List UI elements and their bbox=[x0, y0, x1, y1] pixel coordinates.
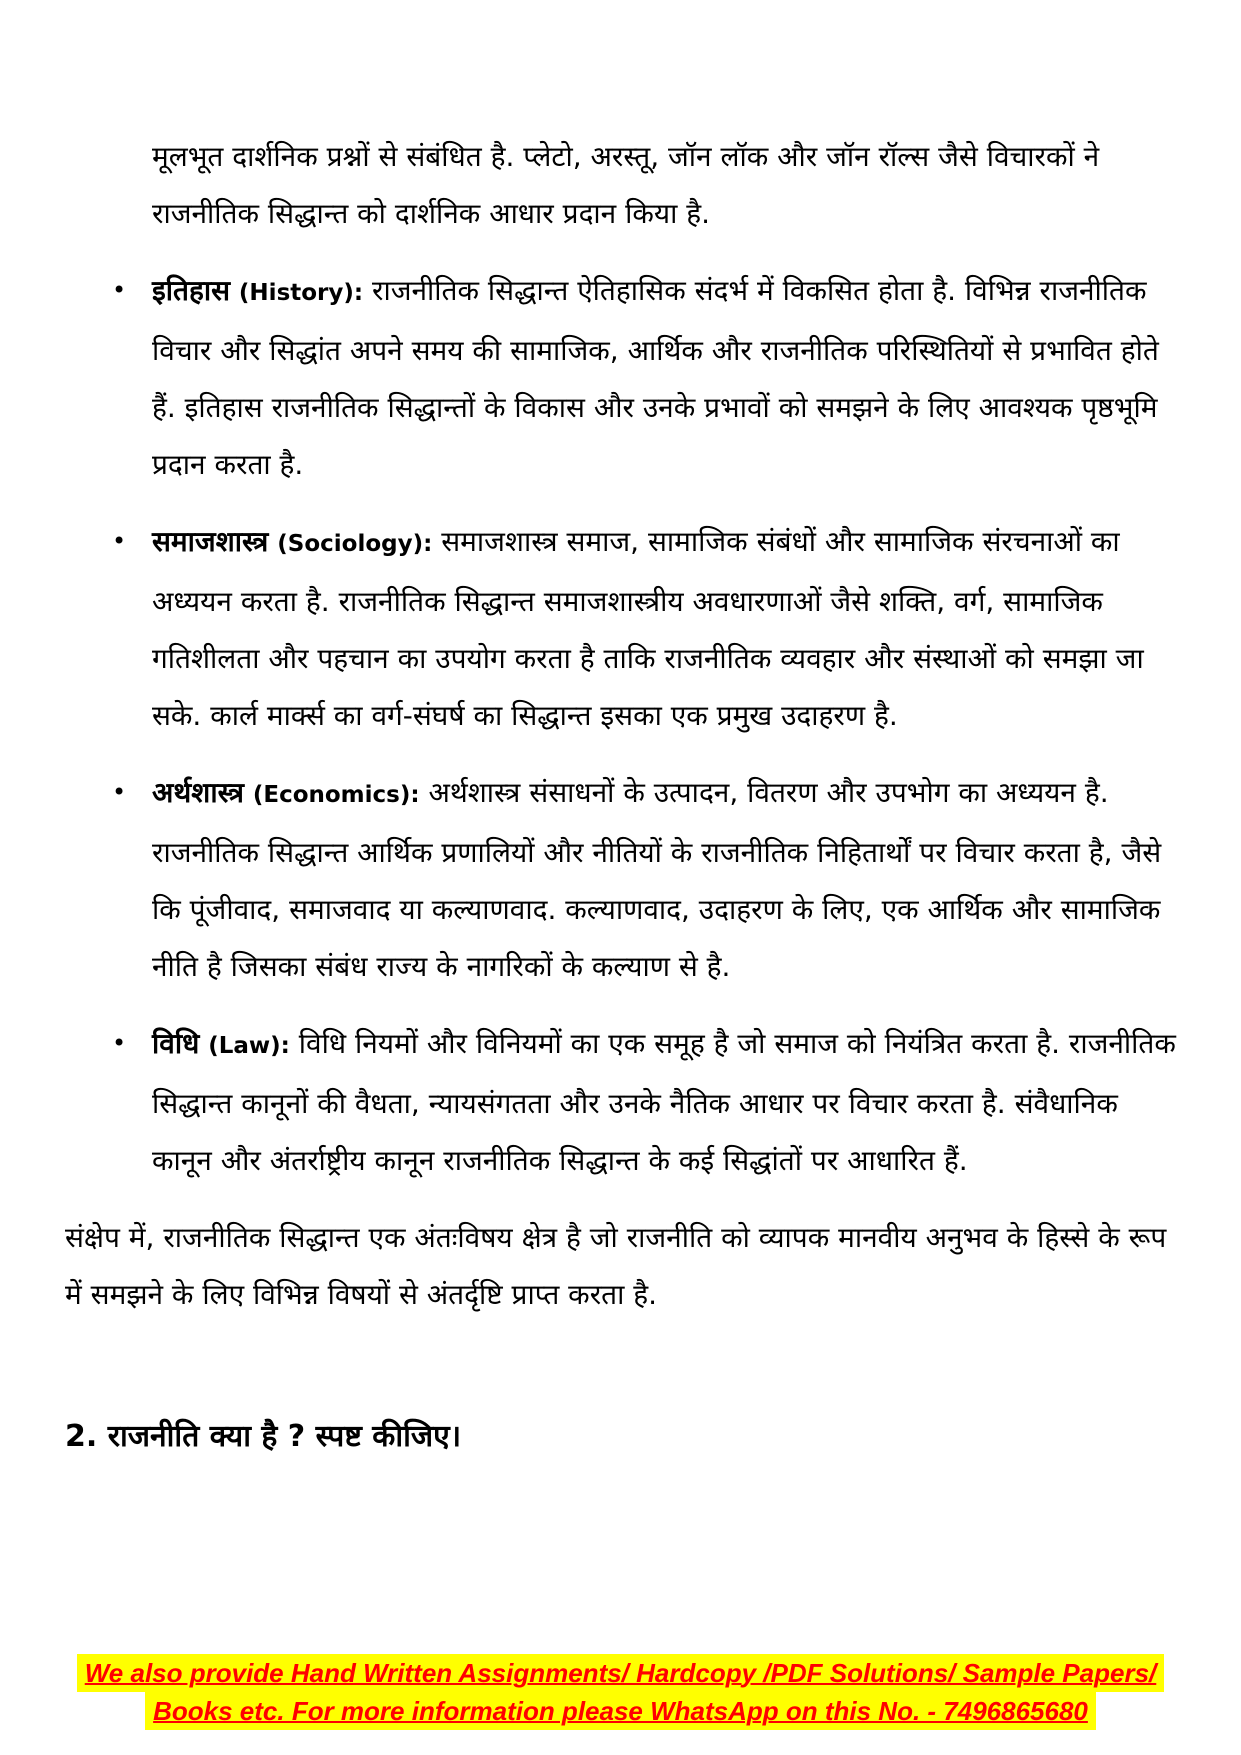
item-body-text: अर्थशास्त्र संसाधनों के उत्पादन, वितरण और उपभोग का अध्ययन है. राजनीतिक सिद्धान्त आर्थिक प्रणालियों और नीतियों के राजनीतिक निहितार्थों पर विचार करता है, जैसे कि पूंजीवाद, समाजवाद या कल्याणवाद. कल्याणवाद, उदाहरण के लिए, एक आर्थिक और सामाजिक नीति है जिसका संबंध राज्य के नागरिकों के कल्याण से है. bbox=[152, 776, 1162, 983]
term-english-label: (Law): bbox=[208, 1033, 290, 1059]
promo-line-1 bbox=[0, 1654, 1241, 1692]
list-item-law bbox=[65, 1015, 1180, 1189]
list-item-text bbox=[152, 262, 1180, 493]
term-english-label: (Economics): bbox=[252, 782, 420, 808]
promo-line-2 bbox=[0, 1692, 1241, 1730]
disciplines-list bbox=[65, 262, 1180, 1189]
item-body-text: समाजशास्त्र समाज, सामाजिक संबंधों और सामाजिक संरचनाओं का अध्ययन करता है. राजनीतिक सिद्धान्त समाजशास्त्रीय अवधारणाओं जैसे शक्ति, वर्ग, सामाजिक गतिशीलता और पहचान का उपयोग करता है ताकि राजनीतिक व्यवहार और संस्थाओं को समझा जा सके. कार्ल मार्क्स का वर्ग-संघर्ष का सिद्धान्त इसका एक प्रमुख उदाहरण है. bbox=[152, 525, 1144, 732]
promo-line-1-text: We also provide Hand Written Assignments/ Hardcopy /PDF Solutions/ Sample Papers/ bbox=[77, 1654, 1165, 1692]
bullet-icon: • bbox=[112, 1029, 127, 1057]
list-item-economics bbox=[65, 764, 1180, 995]
bullet-icon: • bbox=[112, 778, 127, 806]
term-english-label: (History): bbox=[238, 280, 364, 306]
list-item-sociology bbox=[65, 513, 1180, 744]
list-item-text bbox=[152, 1015, 1180, 1189]
list-item-text bbox=[152, 764, 1180, 995]
promo-line-2-text: Books etc. For more information please WhatsApp on this No. - 7496865680 bbox=[145, 1692, 1096, 1730]
term-label: समाजशास्त्र bbox=[152, 525, 269, 558]
intro-paragraph: मूलभूत दार्शनिक प्रश्नों से संबंधित है. प्लेटो, अरस्तू, जॉन लॉक और जॉन रॉल्स जैसे विचारकों ने राजनीतिक सिद्धान्त को दार्शनिक आधार प्रदान किया है. bbox=[152, 140, 1100, 230]
list-item-text bbox=[152, 513, 1180, 744]
list-item-history bbox=[65, 262, 1180, 493]
item-body-text: राजनीतिक सिद्धान्त ऐतिहासिक संदर्भ में विकसित होता है. विभिन्न राजनीतिक विचार और सिद्धांत अपने समय की सामाजिक, आर्थिक और राजनीतिक परिस्थितियों से प्रभावित होते हैं. इतिहास राजनीतिक सिद्धान्तों के विकास और उनके प्रभावों को समझने के लिए आवश्यक पृष्ठभूमि प्रदान करता है. bbox=[152, 274, 1159, 481]
question-2-heading: 2. राजनीति क्या है ? स्पष्ट कीजिए। bbox=[65, 1419, 462, 1454]
term-label: अर्थशास्त्र bbox=[152, 776, 244, 809]
bullet-icon: • bbox=[112, 527, 127, 555]
item-body-text: विधि नियमों और विनियमों का एक समूह है जो समाज को नियंत्रित करता है. राजनीतिक सिद्धान्त कानूनों की वैधता, न्यायसंगतता और उनके नैतिक आधार पर विचार करता है. संवैधानिक कानून और अंतर्राष्ट्रीय कानून राजनीतिक सिद्धान्त के कई सिद्धांतों पर आधारित हैं. bbox=[152, 1027, 1176, 1177]
term-label: इतिहास bbox=[152, 274, 231, 307]
summary-paragraph: संक्षेप में, राजनीतिक सिद्धान्त एक अंतःविषय क्षेत्र है जो राजनीति को व्यापक मानवीय अनुभव के हिस्से के रूप में समझने के लिए विभिन्न विषयों से अंतर्दृष्टि प्राप्त करता है. bbox=[65, 1221, 1167, 1311]
term-english-label: (Sociology): bbox=[277, 531, 433, 557]
page-content bbox=[65, 128, 1180, 1459]
promo-footer bbox=[0, 1654, 1241, 1730]
term-label: विधि bbox=[152, 1027, 200, 1060]
bullet-icon: • bbox=[112, 276, 127, 304]
